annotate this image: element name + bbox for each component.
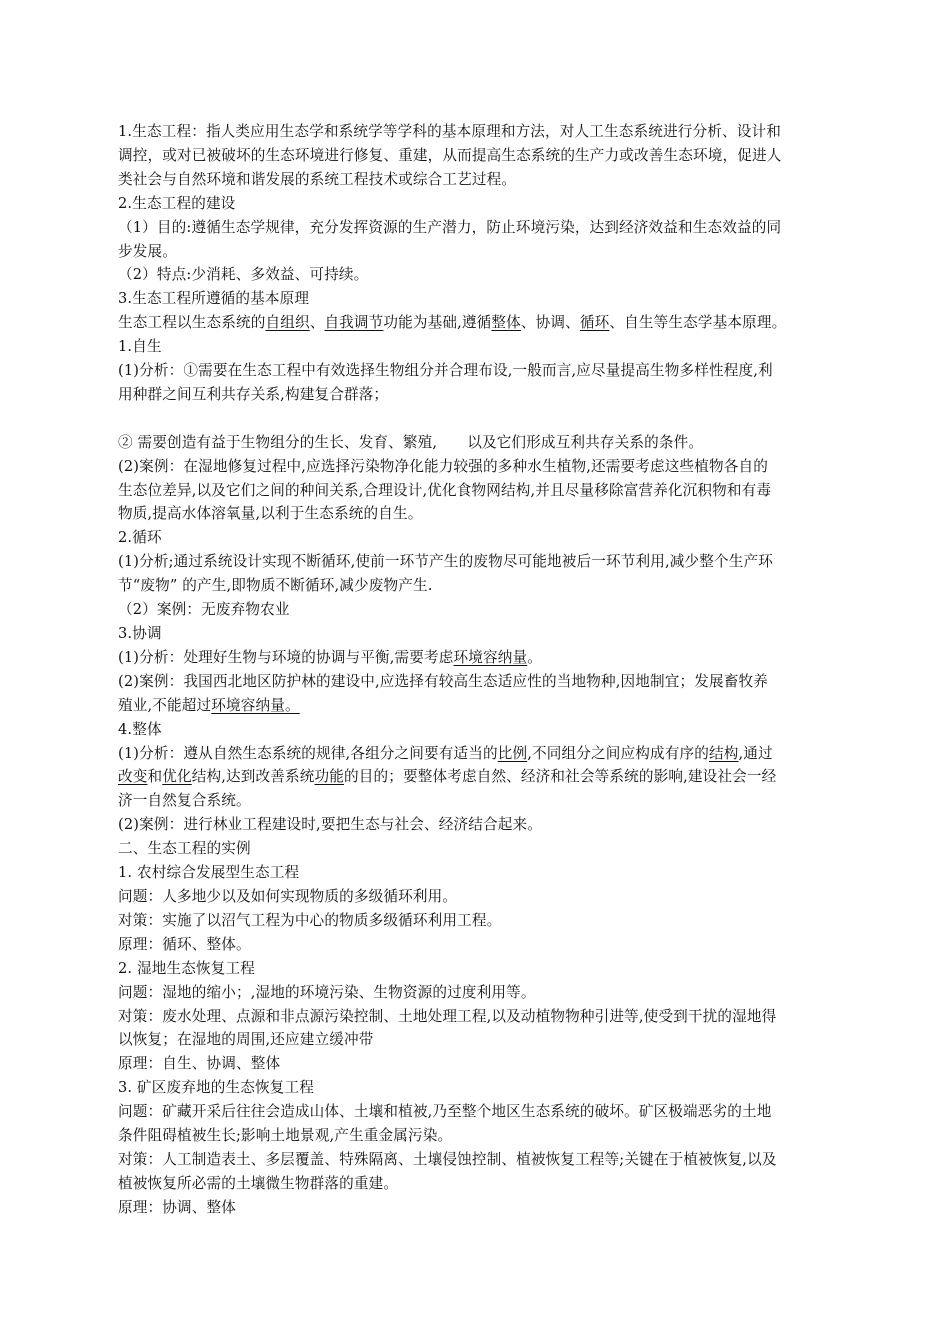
- text-run: 原理：自生、协调、整体: [118, 1055, 281, 1073]
- text-run: 生态位差异,以及它们之间的种间关系,合理设计,优化食物网结构,并且尽量移除富营养化沉积物和有毒: [118, 481, 772, 499]
- text-line: [118, 120, 836, 144]
- text-run: 类社会与自然环境和谐发展的系统工程技术或综合工艺过程。: [118, 170, 517, 188]
- text-line: [118, 479, 836, 503]
- text-line: [118, 646, 836, 670]
- text-line: [118, 192, 836, 216]
- text-run: 、: [309, 314, 325, 332]
- underlined-term: 自我调节: [324, 314, 384, 332]
- text-run: (2)案例：我国西北地区防护林的建设中,应选择有较高生态适应性的当地物种,因地制宜；发展畜牧养: [118, 672, 768, 690]
- text-run: 济一自然复合系统。: [118, 792, 251, 810]
- text-line: [118, 311, 836, 335]
- text-run: 二、生态工程的实例: [118, 840, 251, 858]
- text-run: 1.生态工程：指人类应用生态学和系统学等学科的基本原理和方法，对人工生态系统进行分析、设计和: [118, 123, 781, 140]
- text-run: 问题：湿地的缩小；,湿地的环境污染、生物资源的过度利用等。: [118, 983, 536, 1001]
- text-line: [118, 431, 836, 455]
- text-line: [118, 1052, 836, 1076]
- text-run: ,通过: [738, 744, 773, 762]
- text-line: [118, 909, 836, 933]
- text-line: [118, 1076, 836, 1100]
- text-line: [118, 1196, 836, 1220]
- text-run: (1)分析;通过系统设计实现不断循环,使前一环节产生的废物尽可能地被后一环节利用,减少整个生产环: [118, 553, 774, 571]
- blank-line: [118, 407, 836, 431]
- text-run: 生态工程以生态系统的: [118, 314, 266, 332]
- text-run: 2.生态工程的建设: [118, 194, 236, 212]
- text-line: [118, 933, 836, 957]
- text-run: 3.生态工程所遵循的基本原理: [118, 290, 310, 308]
- text-run: 结构,达到改善系统: [191, 768, 315, 786]
- text-run: 对策：实施了以沼气工程为中心的物质多级循环利用工程。: [118, 911, 502, 929]
- text-line: [118, 1148, 836, 1172]
- text-line: [118, 718, 836, 742]
- text-run: 节“废物” 的产生,即物质不断循环,减少废物产生.: [118, 577, 433, 595]
- text-run: 用种群之间互利共存关系,构建复合群落；: [118, 385, 389, 403]
- text-run: (1)分析：遵从自然生态系统的规律,各组分之间要有适当的: [118, 744, 498, 762]
- text-run: 以恢复；在湿地的周围,还应建立缓冲带: [118, 1031, 374, 1049]
- underlined-term: 环境容纳量。: [211, 696, 300, 714]
- text-line: [118, 216, 836, 240]
- text-run: ② 需要创造有益于生物组分的生长、发育、繁殖,: [118, 433, 438, 451]
- underlined-term: 自组织: [265, 314, 310, 332]
- underlined-term: 循环: [579, 314, 610, 332]
- text-run: 步发展。: [118, 242, 177, 260]
- text-line: [118, 765, 836, 789]
- text-line: [118, 837, 836, 861]
- text-run: 2. 湿地生态恢复工程: [118, 959, 255, 977]
- text-line: [118, 335, 836, 359]
- text-line: [118, 550, 836, 574]
- underlined-term: 功能: [314, 768, 344, 786]
- text-run: 和: [147, 768, 163, 786]
- text-run: 的目的；要整体考虑自然、经济和社会等系统的影响,建设社会一经: [344, 768, 777, 786]
- text-run: 、自生等生态学基本原理。: [609, 314, 787, 332]
- text-run: （2）特点:少消耗、多效益、可持续。: [118, 266, 369, 284]
- text-run: 问题：矿藏开采后往往会造成山体、土壤和植被,乃至整个地区生态系统的破坏。矿区极端恶劣的土地: [118, 1103, 772, 1121]
- text-line: [118, 622, 836, 646]
- text-line: [118, 885, 836, 909]
- text-line: [118, 1028, 836, 1052]
- text-run: 。: [527, 648, 543, 666]
- text-run: (1)分析：①需要在生态工程中有效选择生物组分并合理布设,一般而言,应尽量提高生物多样性程度,利: [118, 362, 773, 380]
- text-run: 以及它们形成互利共存关系的条件。: [467, 433, 704, 451]
- document-body: [118, 120, 836, 1220]
- text-run: 3. 矿区废弃地的生态恢复工程: [118, 1079, 314, 1097]
- text-run: (1)分析：处理好生物与环境的协调与平衡,需要考虑: [118, 648, 454, 666]
- text-line: [118, 526, 836, 550]
- text-line: [118, 263, 836, 287]
- text-run: 调控，或对已被破坏的生态环境进行修复、重建，从而提高生态系统的生产力或改善生态环境，促进人: [118, 146, 782, 164]
- text-line: [118, 598, 836, 622]
- text-run: (2)案例：在湿地修复过程中,应选择污染物净化能力较强的多种水生植物,还需要考虑这些植物各自的: [118, 457, 768, 475]
- text-run: 原理：循环、整体。: [118, 935, 251, 953]
- text-run: 1. 农村综合发展型生态工程: [118, 864, 300, 882]
- text-run: 物质,提高水体溶氧量,以利于生态系统的自生。: [118, 505, 423, 523]
- underlined-term: 整体: [491, 314, 521, 332]
- text-run: 功能为基础,遵循: [383, 314, 492, 332]
- text-run: 3.协调: [118, 625, 162, 643]
- text-run: ,不同组分之间应构成有序的: [527, 744, 709, 762]
- text-line: [118, 789, 836, 813]
- text-line: [118, 455, 836, 479]
- text-run: 殖业,不能超过: [118, 696, 212, 714]
- text-line: [118, 1100, 836, 1124]
- text-run: 问题：人多地少以及如何实现物质的多级循环利用。: [118, 887, 458, 905]
- text-line: [118, 861, 836, 885]
- text-run: 植被恢复所必需的土壤微生物群落的重建。: [118, 1174, 399, 1192]
- text-line: [118, 813, 836, 837]
- text-line: [118, 359, 836, 383]
- text-run: 对策：废水处理、点源和非点源污染控制、土地处理工程,以及动植物物种引进等,使受到干扰的湿地得: [118, 1007, 777, 1025]
- text-run: 2.循环: [118, 529, 162, 547]
- text-run: 条件阻碍植被生长;影响土地景观,产生重金属污染。: [118, 1127, 453, 1145]
- text-run: 对策：人工制造表土、多层覆盖、特殊隔离、土壤侵蚀控制、植被恢复工程等;关键在于植被恢复,以及: [118, 1150, 777, 1168]
- text-line: [118, 502, 836, 526]
- text-line: [118, 670, 836, 694]
- text-line: [118, 168, 836, 192]
- underlined-term: 比例: [497, 744, 528, 762]
- text-line: [118, 742, 836, 766]
- text-run: （2）案例：无废弃物农业: [118, 601, 290, 619]
- text-run: 原理：协调、整体: [118, 1198, 236, 1216]
- text-line: [118, 1172, 836, 1196]
- text-line: [118, 694, 836, 718]
- text-run: (2)案例：进行林业工程建设时,要把生态与社会、经济结合起来。: [118, 816, 542, 834]
- underlined-term: 环境容纳量: [453, 648, 528, 666]
- text-line: [118, 240, 836, 264]
- text-line: [118, 383, 836, 407]
- text-run: 4.整体: [118, 720, 162, 738]
- text-line: [118, 1124, 836, 1148]
- underlined-term: 结构: [708, 744, 739, 762]
- text-line: [118, 144, 836, 168]
- underlined-term: 优化: [162, 768, 192, 786]
- text-line: [118, 574, 836, 598]
- underlined-term: 改变: [118, 768, 148, 786]
- text-line: [118, 957, 836, 981]
- text-line: [118, 1005, 836, 1029]
- text-line: [118, 981, 836, 1005]
- text-run: （1）目的:遵循生态学规律，充分发挥资源的生产潜力，防止环境污染，达到经济效益和生态效益的同: [118, 218, 782, 236]
- text-run: 、协调、: [520, 314, 580, 332]
- text-line: [118, 287, 836, 311]
- text-run: 1.自生: [118, 338, 162, 356]
